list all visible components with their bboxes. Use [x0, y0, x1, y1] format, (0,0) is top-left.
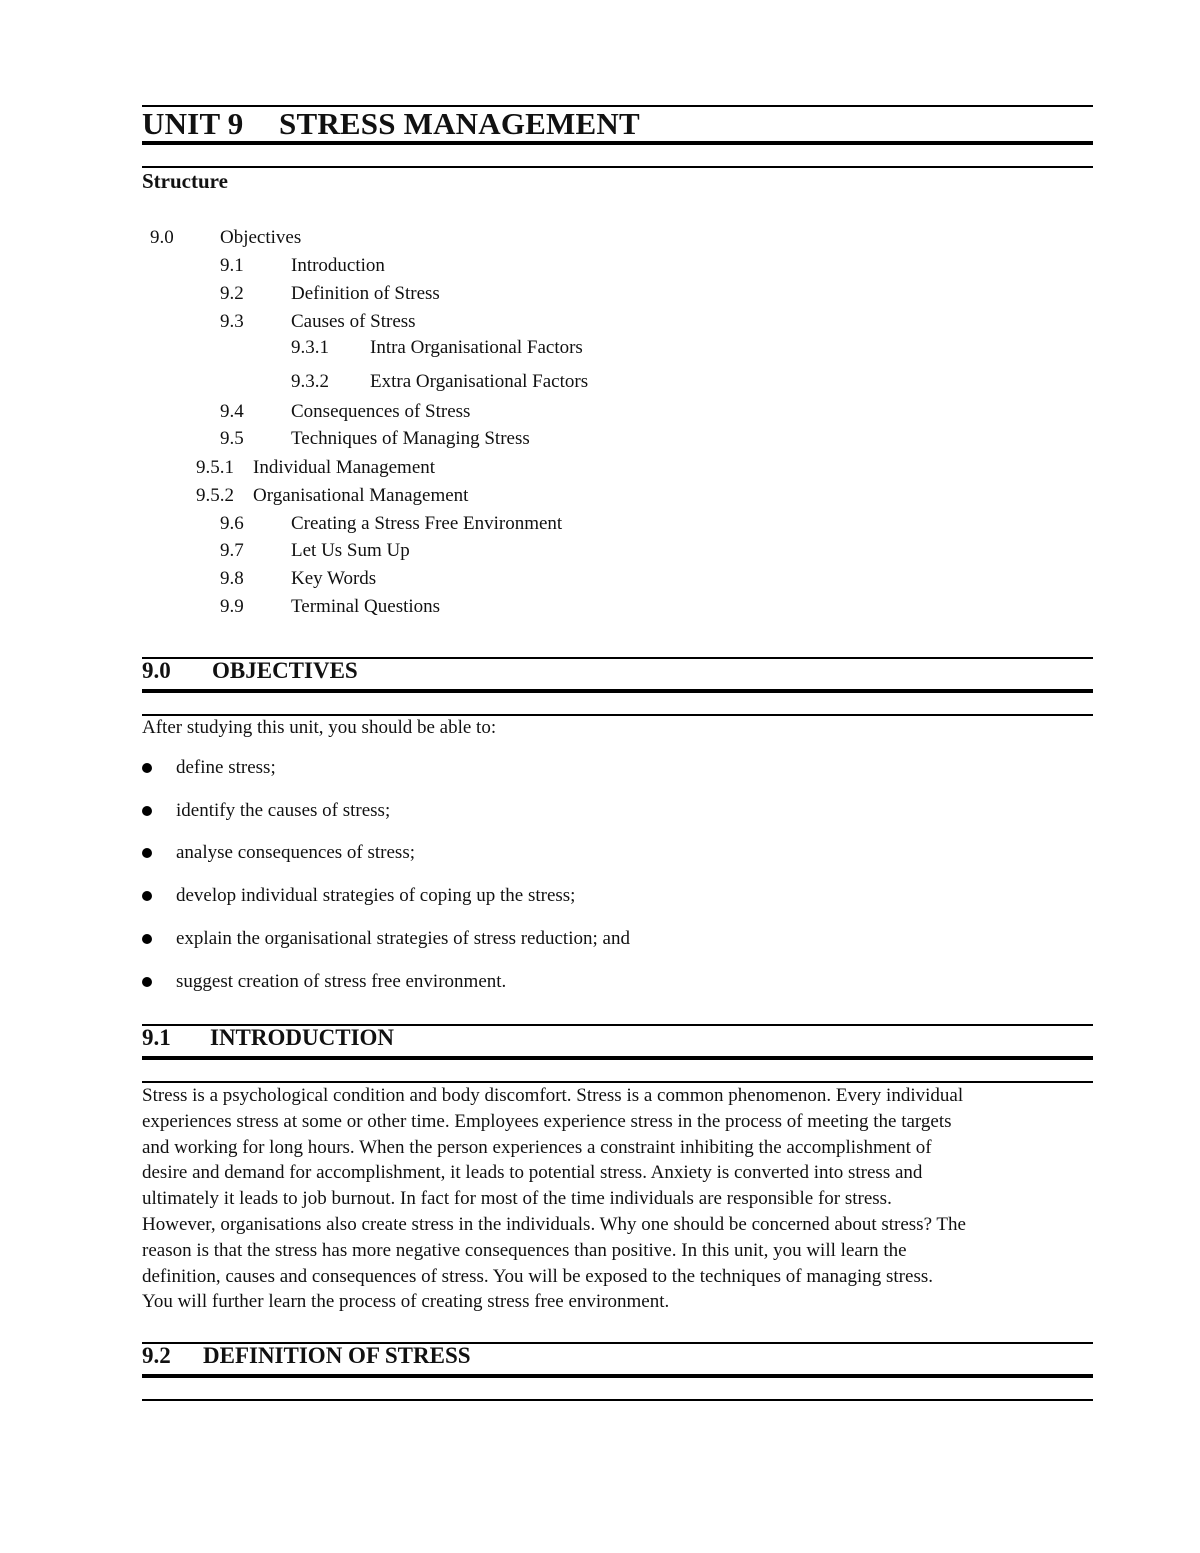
toc-label: Intra Organisational Factors	[370, 337, 583, 358]
toc-number: 9.2	[220, 283, 244, 304]
bullet-icon	[142, 806, 152, 816]
unit-number: UNIT 9	[142, 106, 244, 141]
introduction-number: 9.1	[142, 1025, 171, 1050]
paragraph-line: You will further learn the process of creating stress free environment.	[142, 1291, 670, 1313]
toc-label: Techniques of Managing Stress	[291, 428, 530, 449]
objectives-heading: OBJECTIVES	[212, 658, 358, 683]
toc-number: 9.5.2	[196, 485, 234, 506]
toc-number: 9.4	[220, 401, 244, 422]
paragraph-line: reason is that the stress has more negative consequences than positive. In this unit, you will learn the	[142, 1239, 907, 1261]
definition-number: 9.2	[142, 1343, 171, 1368]
objective-item: define stress;	[176, 757, 276, 778]
paragraph-line: and working for long hours. When the person experiences a constraint inhibiting the accomplishment of	[142, 1136, 932, 1158]
introduction-heading: INTRODUCTION	[210, 1025, 395, 1050]
objective-item: suggest creation of stress free environment.	[176, 971, 507, 992]
bullet-icon	[142, 891, 152, 901]
toc-number: 9.3.2	[291, 371, 329, 392]
objectives-number: 9.0	[142, 658, 171, 683]
toc-label: Causes of Stress	[291, 311, 416, 332]
toc-number: 9.0	[150, 227, 174, 248]
toc-label: Extra Organisational Factors	[370, 371, 589, 392]
toc-number: 9.3	[220, 311, 244, 332]
toc-label: Individual Management	[253, 457, 436, 478]
objective-item: analyse consequences of stress;	[176, 842, 416, 863]
introduction-paragraph	[142, 1083, 1102, 1315]
toc-label: Definition of Stress	[291, 283, 440, 304]
toc-number: 9.1	[220, 255, 244, 276]
toc-number: 9.7	[220, 540, 244, 561]
objective-item: explain the organisational strategies of stress reduction; and	[176, 928, 630, 949]
toc-label: Creating a Stress Free Environment	[291, 513, 563, 534]
toc-label: Let Us Sum Up	[291, 540, 410, 561]
paragraph-line: definition, causes and consequences of stress. You will be exposed to the techniques of managing stress.	[142, 1265, 933, 1287]
toc-number: 9.8	[220, 568, 244, 589]
paragraph-line: desire and demand for accomplishment, it leads to potential stress. Anxiety is converted into stress and	[142, 1162, 923, 1184]
paragraph-line: ultimately it leads to job burnout. In fact for most of the time individuals are responsible for stress.	[142, 1188, 892, 1210]
toc-label: Objectives	[220, 227, 302, 248]
objectives-intro: After studying this unit, you should be able to:	[142, 717, 497, 738]
structure-label: Structure	[142, 169, 228, 193]
toc-number: 9.6	[220, 513, 244, 534]
objectives-rule-bottom	[142, 689, 1093, 693]
bullet-icon	[142, 934, 152, 944]
toc-number: 9.3.1	[291, 337, 329, 358]
toc-number: 9.5	[220, 428, 244, 449]
definition-rule-bottom	[142, 1374, 1093, 1378]
paragraph-line: Stress is a psychological condition and body discomfort. Stress is a common phenomenon. Every individual	[142, 1085, 964, 1106]
definition-rule-under	[142, 1399, 1093, 1401]
toc-label: Introduction	[291, 255, 385, 276]
bullet-icon	[142, 763, 152, 773]
title-rule-bottom	[142, 141, 1093, 145]
introduction-rule-bottom	[142, 1056, 1093, 1060]
paragraph-line: However, organisations also create stress in the individuals. Why one should be concerned about stress? The	[142, 1213, 966, 1235]
definition-heading: DEFINITION OF STRESS	[203, 1343, 471, 1368]
paragraph-line: experiences stress at some or other time. Employees experience stress in the process of meeting the targets	[142, 1110, 952, 1132]
objective-item: identify the causes of stress;	[176, 800, 391, 821]
toc-label: Key Words	[291, 568, 377, 589]
structure-rule	[142, 166, 1093, 168]
objectives-rule-under	[142, 714, 1093, 716]
bullet-icon	[142, 848, 152, 858]
objective-item: develop individual strategies of coping up the stress;	[176, 885, 576, 906]
toc-number: 9.5.1	[196, 457, 234, 478]
toc-label: Organisational Management	[253, 485, 469, 506]
toc-number: 9.9	[220, 596, 244, 617]
unit-title: STRESS MANAGEMENT	[279, 106, 640, 141]
bullet-icon	[142, 977, 152, 987]
toc-label: Terminal Questions	[291, 596, 441, 617]
toc-label: Consequences of Stress	[291, 401, 471, 422]
